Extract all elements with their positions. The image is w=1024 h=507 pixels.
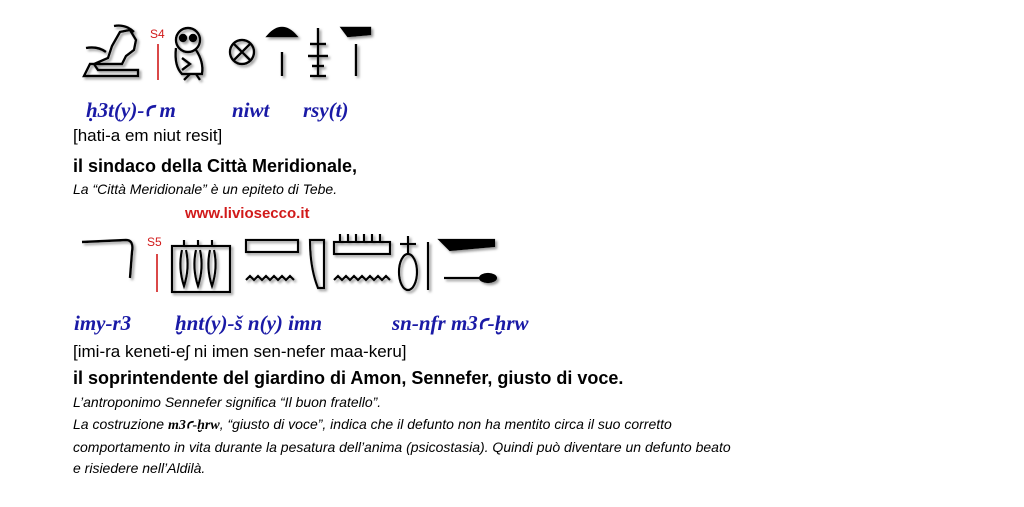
transliteration-segment: sn-nfr m3ꜥ-ḫrw <box>392 311 529 335</box>
note-line: La “Città Meridionale” è un epiteto di Tebe. <box>73 181 338 197</box>
translation-line: il sindaco della Città Meridionale, <box>73 156 358 176</box>
water-ripple-icon <box>246 276 294 280</box>
transliteration-segment: ḫnt(y)-š n(y) imn <box>175 311 322 335</box>
note-prefix: La costruzione <box>73 416 168 432</box>
hieroglyph-row-1 <box>78 18 378 88</box>
transliteration-segment: ḥ3t(y)-ꜥ m <box>86 98 176 122</box>
lion-forepart-icon <box>84 26 138 76</box>
water-ripple-icon <box>334 276 390 280</box>
city-icon <box>230 40 254 64</box>
note-rest: , “giusto di voce”, indica che il defunto non ha mentito circa il suo corretto <box>219 416 672 432</box>
note-line: e risiedere nell’Aldilà. <box>73 460 206 476</box>
sedge-plant-icon <box>308 28 328 76</box>
note-line: L’antroponimo Sennefer significa “Il buon fratello”. <box>73 394 382 410</box>
game-board-icon <box>334 234 390 254</box>
hieroglyph-row-2 <box>78 228 508 300</box>
transliteration-segment: niwt <box>232 98 270 122</box>
plants-grove-icon <box>172 240 230 292</box>
transliteration-segment: imy-r3 <box>74 311 132 335</box>
nefer-icon <box>399 236 417 290</box>
bread-loaf-icon <box>268 28 296 76</box>
transliteration-segment: rsy(t) <box>303 98 349 122</box>
pronunciation-line: [hati-a em niut resit] <box>73 126 223 145</box>
website-watermark: www.liviosecco.it <box>185 205 310 222</box>
flag-icon <box>342 28 370 76</box>
note-line: comportamento in vita durante la pesatura dell’anima (psicostasia). Quindi può diventare un defunto beato <box>73 439 731 455</box>
pool-icon <box>246 240 298 252</box>
reed-leaf-icon <box>310 240 324 288</box>
owl-icon <box>176 28 203 80</box>
tongue-icon <box>82 240 132 278</box>
note-line <box>73 416 672 434</box>
kheru-oar-icon <box>440 240 496 282</box>
note-term: m3ꜥ-ḫrw <box>167 418 220 433</box>
svg-text:S4: S4 <box>150 27 165 41</box>
svg-text:S5: S5 <box>147 235 162 249</box>
translation-line: il soprintendente del giardino di Amon, Sennefer, giusto di voce. <box>73 368 624 388</box>
pronunciation-line: [imi-ra keneti-eʃ ni imen sen-nefer maa-keru] <box>73 342 407 361</box>
